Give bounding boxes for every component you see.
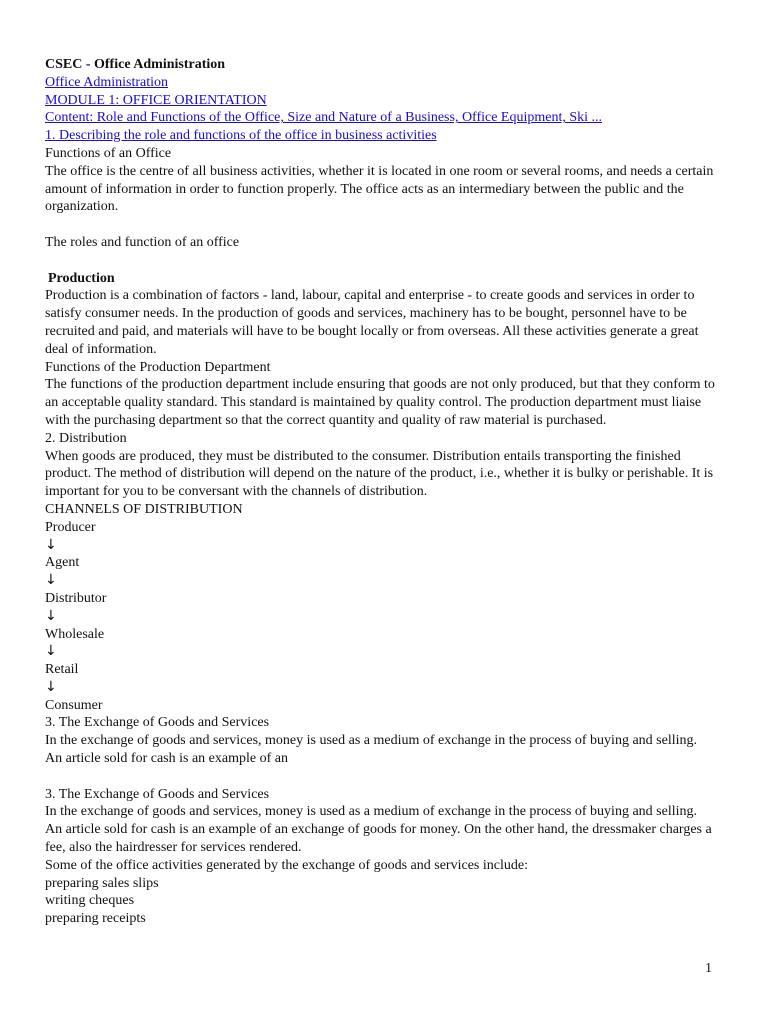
activity-item: writing cheques bbox=[45, 893, 135, 909]
production-heading: Production bbox=[48, 270, 115, 286]
exchange-heading-repeat: 3. The Exchange of Goods and Services bbox=[45, 786, 270, 802]
link-office-administration[interactable]: Office Administration bbox=[45, 74, 168, 90]
activity-item: preparing receipts bbox=[45, 911, 146, 927]
spacer bbox=[45, 768, 715, 786]
page-number: 1 bbox=[705, 961, 712, 976]
channel-retail: Retail bbox=[45, 662, 79, 678]
channels-heading: CHANNELS OF DISTRIBUTION bbox=[45, 501, 243, 517]
production-paragraph: Production is a combination of factors - land, labour, capital and enterprise - to create goods and services in order to satisfy consumer needs. In the production of goods and services, machinery has to be bought, personnel have to be recruited and paid, and materials will have to be bought locally or from overseas. All these activities generate a great deal of information. bbox=[45, 288, 699, 357]
down-arrow-icon: ↓ bbox=[45, 536, 57, 553]
link-content[interactable]: Content: Role and Functions of the Office, Size and Nature of a Business, Office Equipment, Ski ... bbox=[45, 110, 603, 126]
spacer bbox=[45, 252, 715, 270]
document-content bbox=[45, 56, 715, 928]
intro-paragraph: The office is the centre of all business activities, whether it is located in one room or several rooms, and needs a certain amount of information in order to function properly. The office acts as an intermediary between the public and the organization. bbox=[45, 163, 714, 215]
exchange-heading: 3. The Exchange of Goods and Services bbox=[45, 715, 270, 731]
link-describing-role[interactable]: 1. Describing the role and functions of the office in business activities bbox=[45, 128, 437, 144]
production-dept-paragraph: The functions of the production department include ensuring that goods are not only produced, but that they conform to an acceptable quality standard. This standard is maintained by quality control. The production department must liaise with the purchasing department so that the correct quantity and quality of raw material is purchased. bbox=[45, 377, 715, 428]
roles-heading: The roles and function of an office bbox=[45, 234, 240, 250]
down-arrow-icon: ↓ bbox=[45, 607, 57, 624]
channel-consumer: Consumer bbox=[45, 697, 103, 713]
down-arrow-icon: ↓ bbox=[45, 643, 57, 660]
exchange-paragraph: In the exchange of goods and services, money is used as a medium of exchange in the process of buying and selling. An article sold for cash is an example of an bbox=[45, 733, 697, 767]
exchange-paragraph-full: In the exchange of goods and services, money is used as a medium of exchange in the process of buying and selling. An article sold for cash is an example of an exchange of goods for money. On the other hand, the dressmaker charges a fee, also the hairdresser for services rendered. bbox=[45, 804, 712, 856]
activities-intro: Some of the office activities generated by the exchange of goods and services include: bbox=[45, 857, 528, 873]
distribution-heading: 2. Distribution bbox=[45, 430, 127, 446]
link-module-1[interactable]: MODULE 1: OFFICE ORIENTATION bbox=[45, 92, 267, 108]
channel-agent: Agent bbox=[45, 555, 80, 571]
down-arrow-icon: ↓ bbox=[45, 572, 57, 589]
down-arrow-icon: ↓ bbox=[45, 678, 57, 695]
production-dept-heading: Functions of the Production Department bbox=[45, 359, 271, 375]
document-title: CSEC - Office Administration bbox=[45, 57, 226, 72]
spacer bbox=[45, 216, 715, 234]
channel-wholesale: Wholesale bbox=[45, 626, 105, 642]
channel-producer: Producer bbox=[45, 519, 96, 535]
channel-distributor: Distributor bbox=[45, 590, 107, 606]
distribution-paragraph: When goods are produced, they must be distributed to the consumer. Distribution entails transporting the finished product. The method of distribution will depend on the nature of the product, i.e., whether it is bulky or perishable. It is important for you to be conversant with the channels of distribution. bbox=[45, 448, 714, 500]
activity-item: preparing sales slips bbox=[45, 875, 159, 891]
functions-heading: Functions of an Office bbox=[45, 145, 172, 161]
